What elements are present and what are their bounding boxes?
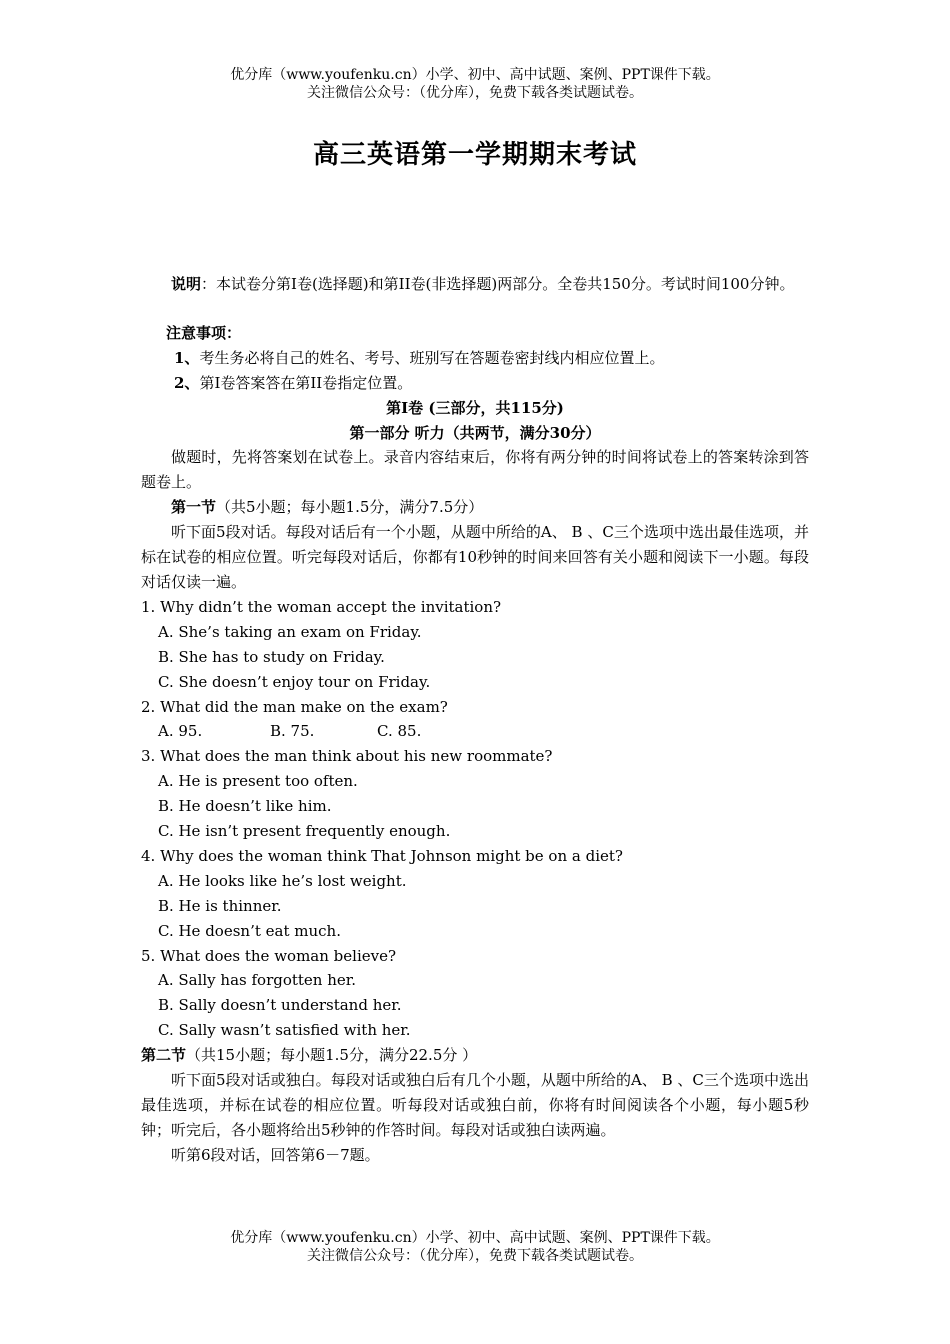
option: B. She has to study on Friday. (158, 647, 385, 666)
option: A. He is present too often. (158, 772, 358, 791)
footer-line-2: 关注微信公众号：（优分库），免费下载各类试题试卷。 (307, 1248, 643, 1264)
option: B. He doesn’t like him. (158, 797, 332, 816)
page-title: 高三英语第一学期期末考试 (312, 140, 637, 170)
section-1-heading (141, 495, 809, 520)
page-header (0, 66, 950, 102)
option: A. Sally has forgotten her. (158, 971, 357, 990)
question: 3. What does the man think about his new roommate? (141, 747, 553, 766)
note-item (141, 371, 809, 396)
option: C. She doesn’t enjoy tour on Friday. (158, 672, 431, 691)
option: C. He isn’t present frequently enough. (158, 822, 451, 841)
question: 5. What does the woman believe? (141, 946, 397, 965)
part-instructions: 做题时，先将答案划在试卷上。录音内容结束后，你将有两分钟的时间将试卷上的答案转涂到答题卷上。 (141, 448, 809, 492)
option: B. Sally doesn’t understand her. (158, 996, 402, 1015)
note-item (141, 346, 809, 371)
section-1-instructions: 听下面5段对话。每段对话后有一个小题，从题中所给的A、 B 、C三个选项中选出最佳选项，并标在试卷的相应位置。听完每段对话后，你都有10秒钟的时间来回答有关小题和阅读下一小题。每段对话仅读一遍。 (141, 523, 809, 591)
question: 2. What did the man make on the exam? (141, 697, 448, 716)
option: C. Sally wasn’t satisfied with her. (158, 1021, 411, 1040)
notes-title: 注意事项： (166, 323, 242, 342)
note-number: 2、 (174, 373, 200, 392)
note-text: 考生务必将自己的姓名、考号、班别写在答题卷密封线内相应位置上。 (199, 348, 665, 367)
intro-text: ：本试卷分第I卷(选择题)和第II卷(非选择题)两部分。全卷共150分。考试时间100分钟。 (201, 275, 795, 293)
section-2-heading (141, 1043, 809, 1068)
option: C. 85. (377, 722, 422, 741)
header-line-2: 关注微信公众号：（优分库），免费下载各类试题试卷。 (307, 85, 643, 101)
note-text: 第I卷答案答在第II卷指定位置。 (199, 373, 413, 392)
section-label: 第二节 (141, 1046, 187, 1065)
intro-paragraph (141, 272, 809, 297)
section-2-instructions: 听下面5段对话或独白。每段对话或独白后有几个小题，从题中所给的A、 B 、C三个选项中选出最佳选项，并标在试卷的相应位置。听每段对话或独白前，你将有时间阅读各个小题，每小题5秒钟；听完后，各小题将给出5秒钟的作答时间。每段对话或独白读两遍。 (141, 1071, 809, 1139)
question: 1. Why didn’t the woman accept the invitation? (141, 597, 502, 616)
document-body (141, 272, 809, 1168)
section-label: 第一节 (171, 498, 217, 517)
footer-line-1: 优分库（www.youfenku.cn）小学、初中、高中试题、案例、PPT课件下载。 (230, 1230, 720, 1246)
section-info: （共5小题；每小题1.5分，满分7.5分） (216, 498, 484, 517)
question: 4. Why does the woman think That Johnson might be on a diet? (141, 846, 623, 865)
note-number: 1、 (174, 348, 200, 367)
option: A. She’s taking an exam on Friday. (158, 622, 422, 641)
option: A. He looks like he’s lost weight. (158, 871, 407, 890)
option: B. He is thinner. (158, 896, 282, 915)
spacer (141, 297, 809, 321)
option-row (141, 719, 809, 744)
dialog-instruction: 听第6段对话，回答第6－7题。 (171, 1145, 380, 1164)
header-line-1: 优分库（www.youfenku.cn）小学、初中、高中试题、案例、PPT课件下载。 (230, 67, 720, 83)
page-footer (0, 1229, 950, 1265)
volume-heading: 第I卷 (三部分，共115分) (386, 398, 564, 417)
intro-label: 说明 (171, 275, 202, 293)
option: A. 95. (158, 722, 203, 741)
section-info: （共15小题；每小题1.5分，满分22.5分 ） (186, 1046, 478, 1065)
part-heading: 第一部分 听力（共两节，满分30分） (349, 423, 601, 442)
option: C. He doesn’t eat much. (158, 921, 341, 940)
option: B. 75. (270, 722, 315, 741)
